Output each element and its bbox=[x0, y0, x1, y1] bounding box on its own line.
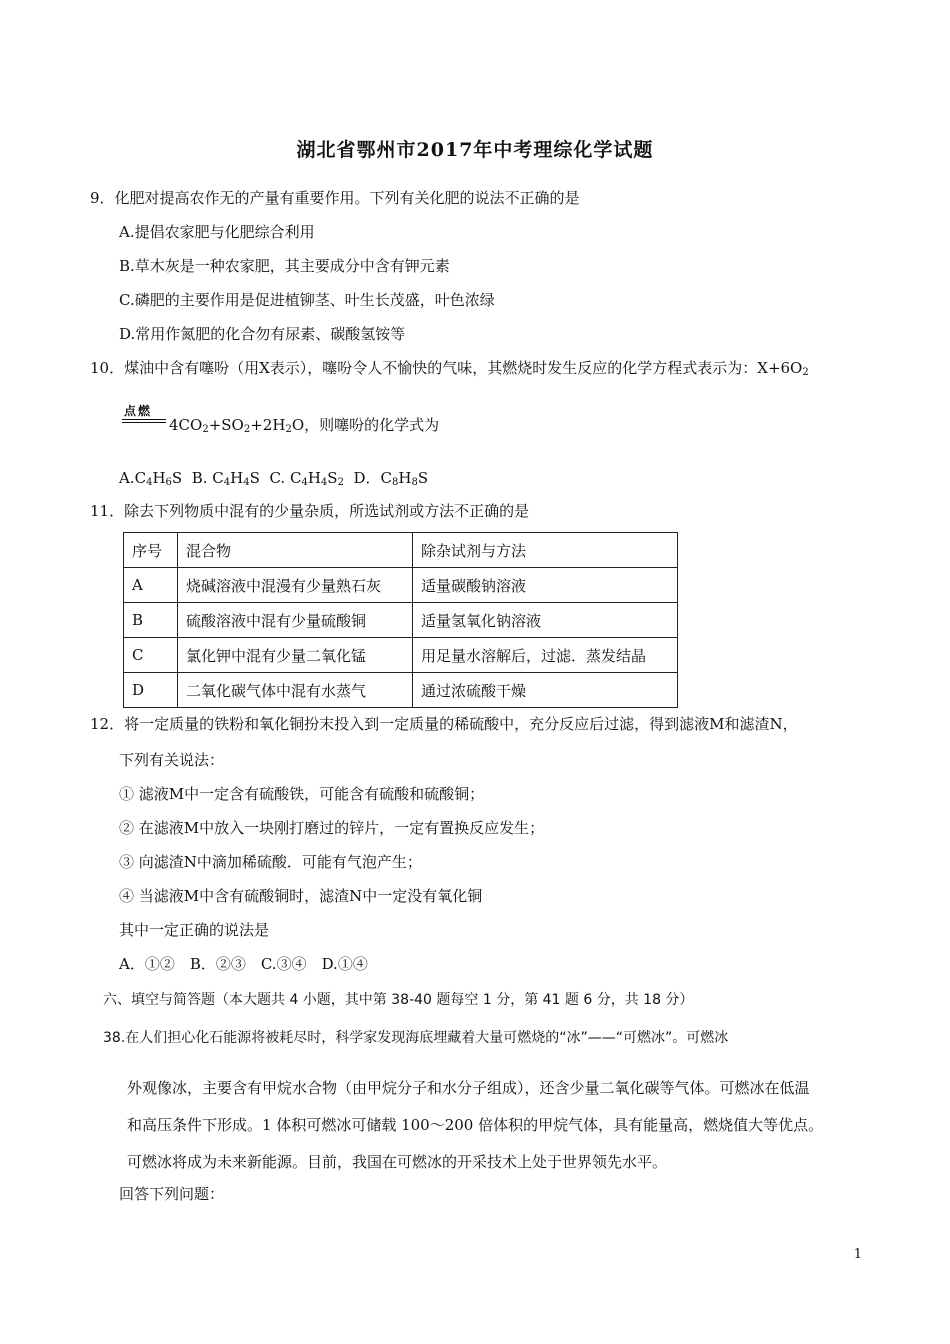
q10-equation: $4CO_2+SO_2+2H_2O$，则噻吩的化学式为 bbox=[169, 416, 440, 435]
reaction-condition bbox=[122, 402, 166, 430]
q9-option-a: A.提倡农家肥与化肥综合利用 bbox=[119, 223, 315, 241]
q12-statement-4: ④ 当滤液M中含有硫酸铜时，滤渣N中一定没有氧化铜 bbox=[119, 887, 483, 905]
table-cell: 硫酸溶液中混有少量硫酸铜 bbox=[178, 603, 413, 638]
equals-line-bottom bbox=[122, 422, 166, 423]
equals-line-top bbox=[122, 419, 166, 420]
impurity-table bbox=[123, 532, 678, 708]
table-row bbox=[124, 603, 678, 638]
q38-line-3: 和高压条件下形成。1 体积可燃冰可储载 100～200 倍体积的甲烷气体，具有能量高，燃烧值大等优点。 bbox=[127, 1116, 824, 1134]
table-row bbox=[124, 673, 678, 708]
header-cell: 序号 bbox=[124, 533, 178, 568]
table-row bbox=[124, 638, 678, 673]
table-cell: B bbox=[124, 603, 178, 638]
header-cell: 除杂试剂与方法 bbox=[413, 533, 678, 568]
q38-line-4: 可燃冰将成为未来新能源。目前，我国在可燃冰的开采技术上处于世界领先水平。 bbox=[127, 1153, 668, 1171]
table-header-row bbox=[124, 533, 678, 568]
table-cell: D bbox=[124, 673, 178, 708]
q12-statement-1: ① 滤液M中一定含有硫酸铁，可能含有硫酸和硫酸铜； bbox=[119, 785, 485, 803]
q11-stem: 11．除去下列物质中混有的少量杂质，所选试剂或方法不正确的是 bbox=[90, 502, 530, 520]
q9-stem: 9．化肥对提高农作无的产量有重要作用。下列有关化肥的说法不正确的是 bbox=[90, 189, 580, 207]
page-number: 1 bbox=[853, 1247, 862, 1262]
q12-statement-2: ② 在滤液M中放入一块刚打磨过的锌片，一定有置换反应发生； bbox=[119, 819, 545, 837]
q38-line-2: 外观像冰，主要含有甲烷水合物（由甲烷分子和水分子组成），还含少量二氧化碳等气体。可燃冰在低温 bbox=[127, 1079, 810, 1097]
table-cell: 用足量水溶解后，过滤．蒸发结晶 bbox=[413, 638, 678, 673]
q12-ask: 其中一定正确的说法是 bbox=[119, 921, 270, 939]
section-heading: 六、填空与简答题（本大题共 4 小题，其中第 38-40 题每空 1 分，第 41 题 6 分，共 18 分） bbox=[103, 992, 694, 1008]
q9-option-d: D.常用作氮肥的化合勿有尿素、碳酸氢铵等 bbox=[119, 325, 406, 343]
table-cell: A bbox=[124, 568, 178, 603]
page-title: 湖北省鄂州市2017年中考理综化学试题 bbox=[296, 139, 654, 161]
q10-options: $A.C_4H_6S$ B. $C_4H_4S$ C. $C_4H_4S_2$ D．$C_8H_8S$ bbox=[119, 469, 429, 488]
header-cell: 混合物 bbox=[178, 533, 413, 568]
q12-options: A．①② B．②③ C.③④ D.①④ bbox=[119, 955, 368, 973]
table-cell: 氯化钾中混有少量二氧化锰 bbox=[178, 638, 413, 673]
table-cell: 通过浓硫酸干燥 bbox=[413, 673, 678, 708]
table-cell: 烧碱溶液中混漫有少量熟石灰 bbox=[178, 568, 413, 603]
table-cell: 适量氢氧化钠溶液 bbox=[413, 603, 678, 638]
q38-line-1: 38.在人们担心化石能源将被耗尽时，科学家发现海底埋藏着大量可燃烧的“冰”——“可燃冰”。可燃冰 bbox=[103, 1030, 729, 1046]
q12-statement-3: ③ 向滤渣N中滴加稀硫酸．可能有气泡产生； bbox=[119, 853, 422, 871]
table-row bbox=[124, 568, 678, 603]
q10-stem: 10．煤油中含有噻吩（用X表示），噻吩令人不愉快的气味，其燃烧时发生反应的化学方程式表示为：$X+6O_2$ bbox=[90, 359, 809, 378]
table-cell: C bbox=[124, 638, 178, 673]
table-cell: 二氧化碳气体中混有水蒸气 bbox=[178, 673, 413, 708]
q12-stem: 12．将一定质量的铁粉和氧化铜扮末投入到一定质量的稀硫酸中，充分反应后过滤，得到滤液M和滤渣N， bbox=[90, 715, 798, 733]
q9-option-b: B.草木灰是一种农家肥，其主要成分中含有钾元素 bbox=[119, 257, 450, 275]
condition-label: 点燃 bbox=[124, 404, 153, 418]
q12-stem-cont: 下列有关说法： bbox=[119, 751, 225, 769]
q9-option-c: C.磷肥的主要作用是促进植铆茎、叶生长茂盛，叶色浓绿 bbox=[119, 291, 495, 309]
table-cell: 适量碳酸钠溶液 bbox=[413, 568, 678, 603]
q38-line-5: 回答下列问题： bbox=[119, 1185, 225, 1203]
